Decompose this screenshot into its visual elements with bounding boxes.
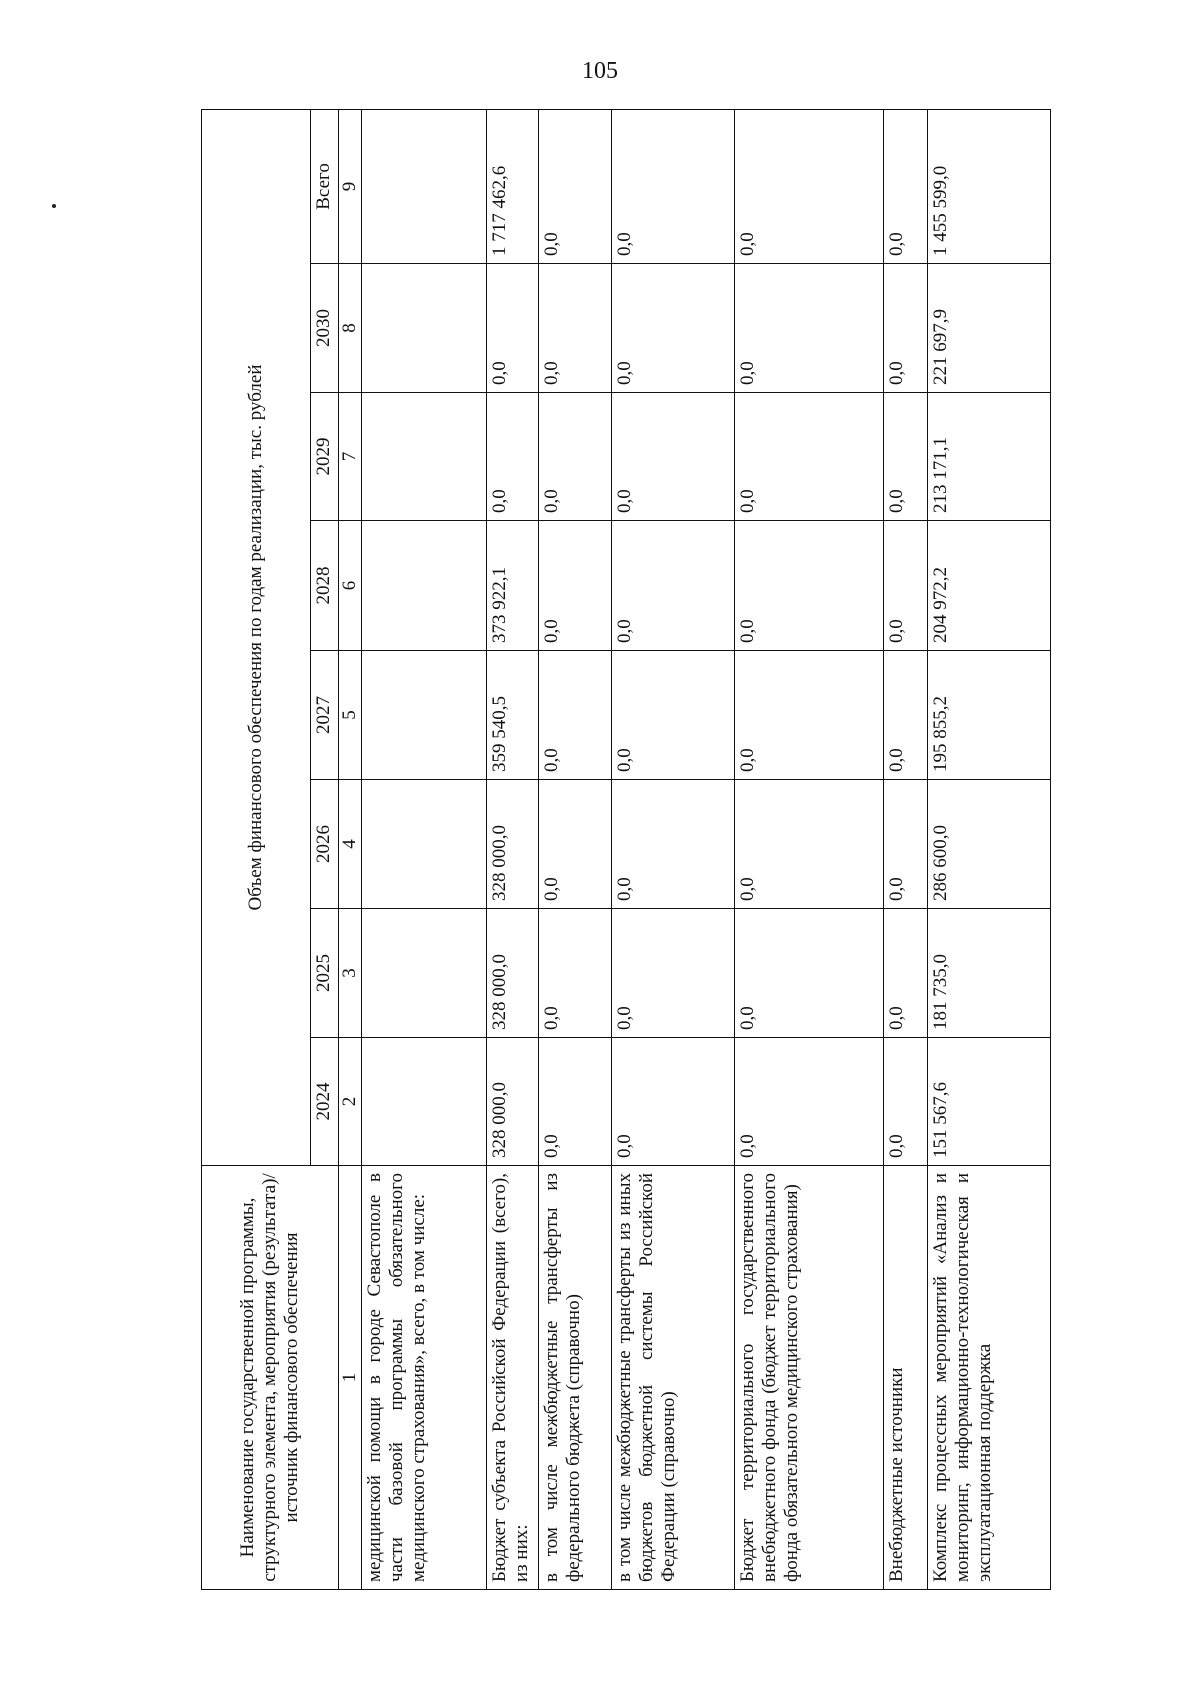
cell-value: 0,0 bbox=[735, 651, 883, 780]
cell-value: 0,0 bbox=[538, 264, 611, 393]
row-name: Комплекс процессных мероприятий «Анализ и мониторинг, информационно-технологическая и эксплуатационная поддержка bbox=[927, 1166, 1050, 1590]
column-index-row bbox=[338, 109, 361, 1589]
cell-value: 0,0 bbox=[883, 909, 927, 1038]
table-row bbox=[883, 109, 927, 1589]
total-header: Всего bbox=[310, 109, 338, 263]
cell-value bbox=[361, 393, 486, 521]
row-name: в том числе межбюджетные трансферты из федерального бюджета (справочно) bbox=[538, 1166, 611, 1590]
cell-value: 0,0 bbox=[538, 393, 611, 521]
row-name: медицинской помощи в городе Севастополе в части базовой программы обязательного медицинского страхования», всего, в том числе: bbox=[361, 1166, 486, 1590]
cell-value bbox=[361, 780, 486, 909]
table-row bbox=[611, 109, 734, 1589]
cell-value: 0,0 bbox=[538, 651, 611, 780]
year-header: 2027 bbox=[310, 651, 338, 780]
cell-value: 0,0 bbox=[735, 109, 883, 263]
cell-value: 328 000,0 bbox=[487, 1038, 538, 1166]
cell-value: 0,0 bbox=[883, 393, 927, 521]
cell-value: 328 000,0 bbox=[487, 780, 538, 909]
cell-value: 0,0 bbox=[883, 651, 927, 780]
cell-value: 0,0 bbox=[883, 109, 927, 263]
cell-value: 0,0 bbox=[538, 521, 611, 651]
cell-value: 151 567,6 bbox=[927, 1038, 1050, 1166]
cell-value: 1 717 462,6 bbox=[487, 109, 538, 263]
row-name: Бюджет территориального государственного внебюджетного фонда (бюджет территориального фонда обязательного медицинского страхования) bbox=[735, 1166, 883, 1590]
cell-value: 0,0 bbox=[538, 780, 611, 909]
column-index: 5 bbox=[338, 651, 361, 780]
cell-value: 0,0 bbox=[735, 393, 883, 521]
cell-value: 0,0 bbox=[611, 909, 734, 1038]
cell-value: 359 540,5 bbox=[487, 651, 538, 780]
cell-value: 0,0 bbox=[611, 109, 734, 263]
header-row-group bbox=[202, 109, 311, 1589]
cell-value bbox=[361, 264, 486, 393]
cell-value: 1 455 599,0 bbox=[927, 109, 1050, 263]
cell-value: 0,0 bbox=[883, 264, 927, 393]
table-row bbox=[361, 109, 486, 1589]
rotated-table-container bbox=[201, 110, 1051, 1590]
column-index: 3 bbox=[338, 909, 361, 1038]
cell-value: 0,0 bbox=[735, 264, 883, 393]
cell-value: 0,0 bbox=[611, 264, 734, 393]
table-row bbox=[735, 109, 883, 1589]
cell-value: 328 000,0 bbox=[487, 909, 538, 1038]
row-name: Внебюджетные источники bbox=[883, 1166, 927, 1590]
table-row bbox=[927, 109, 1050, 1589]
table-row bbox=[538, 109, 611, 1589]
column-index: 6 bbox=[338, 521, 361, 651]
header-name: Наименование государственной программы, структурного элемента, мероприятия (результата)/источник финансового обеспечения bbox=[202, 1166, 339, 1590]
cell-value: 286 600,0 bbox=[927, 780, 1050, 909]
cell-value bbox=[361, 109, 486, 263]
cell-value bbox=[361, 909, 486, 1038]
cell-value: 213 171,1 bbox=[927, 393, 1050, 521]
year-header: 2025 bbox=[310, 909, 338, 1038]
cell-value: 0,0 bbox=[883, 1038, 927, 1166]
year-header: 2030 bbox=[310, 264, 338, 393]
row-name: Бюджет субъекта Российской Федерации (всего), из них: bbox=[487, 1166, 538, 1590]
cell-value: 0,0 bbox=[611, 1038, 734, 1166]
cell-value: 0,0 bbox=[487, 393, 538, 521]
year-header: 2029 bbox=[310, 393, 338, 521]
cell-value: 0,0 bbox=[538, 909, 611, 1038]
cell-value: 181 735,0 bbox=[927, 909, 1050, 1038]
cell-value: 0,0 bbox=[611, 651, 734, 780]
cell-value bbox=[361, 651, 486, 780]
cell-value: 0,0 bbox=[735, 909, 883, 1038]
cell-value bbox=[361, 1038, 486, 1166]
cell-value: 0,0 bbox=[735, 1038, 883, 1166]
column-index: 9 bbox=[338, 109, 361, 263]
cell-value: 204 972,2 bbox=[927, 521, 1050, 651]
cell-value: 373 922,1 bbox=[487, 521, 538, 651]
cell-value: 0,0 bbox=[611, 780, 734, 909]
cell-value: 0,0 bbox=[735, 780, 883, 909]
cell-value: 0,0 bbox=[611, 521, 734, 651]
column-index: 1 bbox=[338, 1166, 361, 1590]
cell-value: 0,0 bbox=[883, 780, 927, 909]
column-index: 8 bbox=[338, 264, 361, 393]
cell-value: 0,0 bbox=[487, 264, 538, 393]
year-header: 2026 bbox=[310, 780, 338, 909]
cell-value: 0,0 bbox=[611, 393, 734, 521]
header-group: Объем финансового обеспечения по годам реализации, тыс. рублей bbox=[202, 109, 311, 1165]
row-name: в том числе межбюджетные трансферты из иных бюджетов бюджетной системы Российской Федерации (справочно) bbox=[611, 1166, 734, 1590]
column-index: 7 bbox=[338, 393, 361, 521]
column-index: 2 bbox=[338, 1038, 361, 1166]
cell-value bbox=[361, 521, 486, 651]
column-index: 4 bbox=[338, 780, 361, 909]
cell-value: 0,0 bbox=[883, 521, 927, 651]
cell-value: 221 697,9 bbox=[927, 264, 1050, 393]
cell-value: 0,0 bbox=[538, 109, 611, 263]
cell-value: 0,0 bbox=[538, 1038, 611, 1166]
funding-table bbox=[201, 109, 1051, 1590]
page-number: 105 bbox=[582, 58, 618, 84]
year-header: 2024 bbox=[310, 1038, 338, 1166]
cell-value: 0,0 bbox=[735, 521, 883, 651]
scan-speck bbox=[52, 204, 56, 208]
cell-value: 195 855,2 bbox=[927, 651, 1050, 780]
year-header: 2028 bbox=[310, 521, 338, 651]
table-row bbox=[487, 109, 538, 1589]
